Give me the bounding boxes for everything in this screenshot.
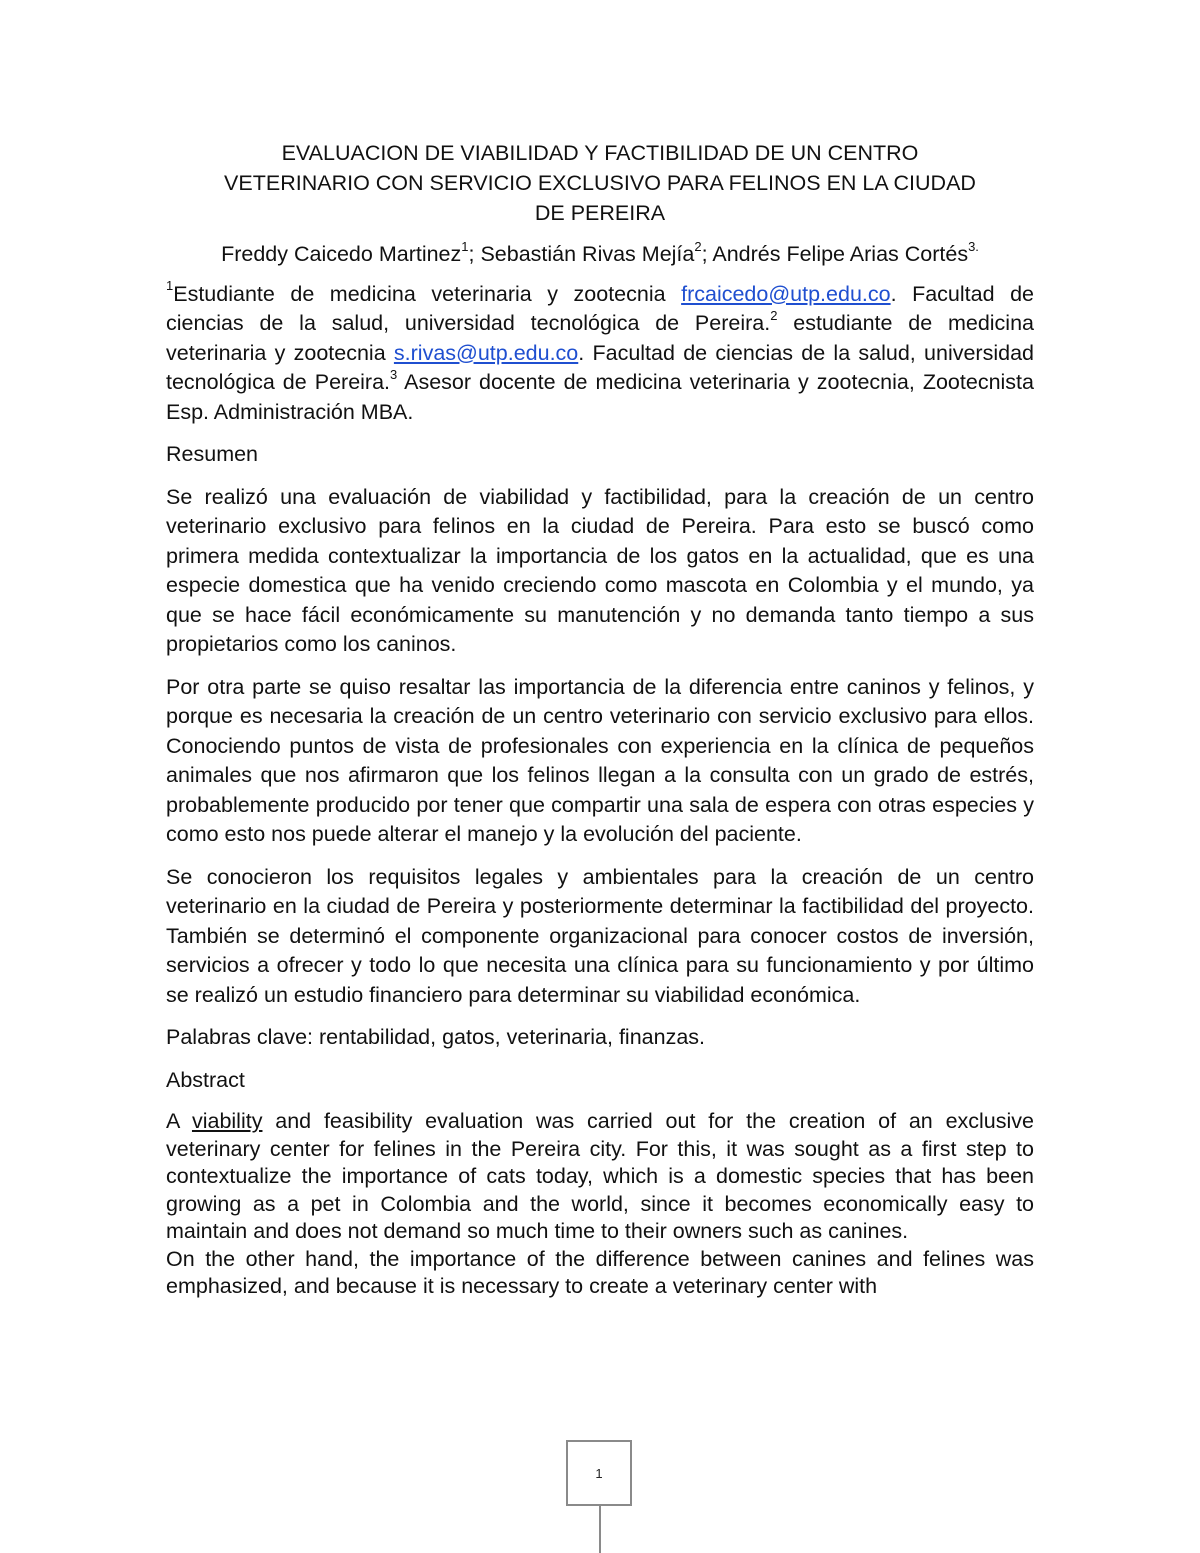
affiliation-2-sup: 2 [770,307,778,323]
title-line-1: EVALUACION DE VIABILIDAD Y FACTIBILIDAD DE UN CENTRO [281,141,919,165]
email-link-2[interactable]: s.rivas@utp.edu.co [393,340,579,365]
abstract-paragraph-1 [166,1108,1034,1246]
abstract-heading: Abstract [166,1067,245,1092]
resumen-paragraph-1: Se realizó una evaluación de viabilidad y factibilidad, para la creación de un centro veterinario exclusivo para felinos en la ciudad de Pereira. Para esto se buscó como primera medida contextualizar la importancia de los gatos en la actualidad, que es una especie domestica que ha venido creciendo como mascota en Colombia y el mundo, ya que se hace fácil económicamente su manutención y no demanda tanto tiempo a sus propietarios como los caninos. [166,484,1034,656]
abstract-p1-start: A [166,1109,192,1133]
page-number: 1 [595,1465,603,1481]
affiliation-1-text: Estudiante de medicina veterinaria y zootecnia [173,281,682,306]
email-link-1[interactable]: frcaicedo@utp.edu.co [681,281,891,306]
keywords: Palabras clave: rentabilidad, gatos, veterinaria, finanzas. [166,1025,706,1049]
paper-title [166,138,1034,228]
affiliation-2-faculty: . Facultad de ciencias de la salud, universidad tecnológica de Pereira. [166,340,1034,394]
author-1-sup: 1 [461,238,469,254]
page-number-connector [599,1506,601,1553]
author-list [166,240,1034,270]
abstract-paragraph-2: On the other hand, the importance of the difference between canines and felines was emphasized, and because it is necessary to create a veterinary center with [166,1246,1034,1298]
page-number-box [566,1440,632,1506]
page-content [166,138,1034,1301]
author-2: ; Sebastián Rivas Mejía [468,242,695,266]
affiliation-3-text: Asesor docente de medicina veterinaria y zootecnia, Zootecnista Esp. Administración MBA. [166,370,1034,424]
author-3: ; Andrés Felipe Arias Cortés [701,242,969,266]
author-1: Freddy Caicedo Martinez [221,242,462,266]
affiliation-2-text: estudiante de medicina veterinaria y zootecnia [166,311,1035,365]
affiliations [166,280,1034,428]
author-3-sup: 3. [968,238,979,254]
abstract-p1-rest: and feasibility evaluation was carried out for the creation of an exclusive veterinary center for felines in the Pereira city. For this, it was sought as a first step to contextualize the importance of cats today, which is a domestic species that has been growing as a pet in Colombia and the world, since it becomes economically easy to maintain and does not demand so much time to their owners such as canines. [166,1109,1034,1243]
title-line-3: DE PEREIRA [534,201,666,225]
resumen-paragraph-3: Se conocieron los requisitos legales y ambientales para la creación de un centro veterinario en la ciudad de Pereira y posteriormente determinar la factibilidad del proyecto. También se determinó el componente organizacional para conocer costos de inversión, servicios a ofrecer y todo lo que necesita una clínica para su funcionamiento y por último se realizó un estudio financiero para determinar su viabilidad económica. [166,864,1034,1007]
author-2-sup: 2 [694,238,702,254]
abstract-underlined-word: viability [191,1109,263,1133]
affiliation-1-faculty: . Facultad de ciencias de la salud, universidad tecnológica de Pereira. [166,281,1034,335]
affiliation-1-sup: 1 [166,278,174,294]
resumen-paragraph-2: Por otra parte se quiso resaltar las importancia de la diferencia entre caninos y felinos, y porque es necesaria la creación de un centro veterinario con servicio exclusivo para ellos. Conociendo puntos de vista de profesionales con experiencia en la clínica de pequeños animales que nos afirmaron que los felinos llegan a la consulta con un grado de estrés, probablemente producido por tener que compartir una sala de espera con otras especies y como esto nos puede alterar el manejo y la evolución del paciente. [166,674,1034,846]
affiliation-3-sup: 3 [390,366,398,382]
title-line-2: VETERINARIO CON SERVICIO EXCLUSIVO PARA FELINOS EN LA CIUDAD [224,171,976,195]
resumen-heading: Resumen [166,442,259,466]
